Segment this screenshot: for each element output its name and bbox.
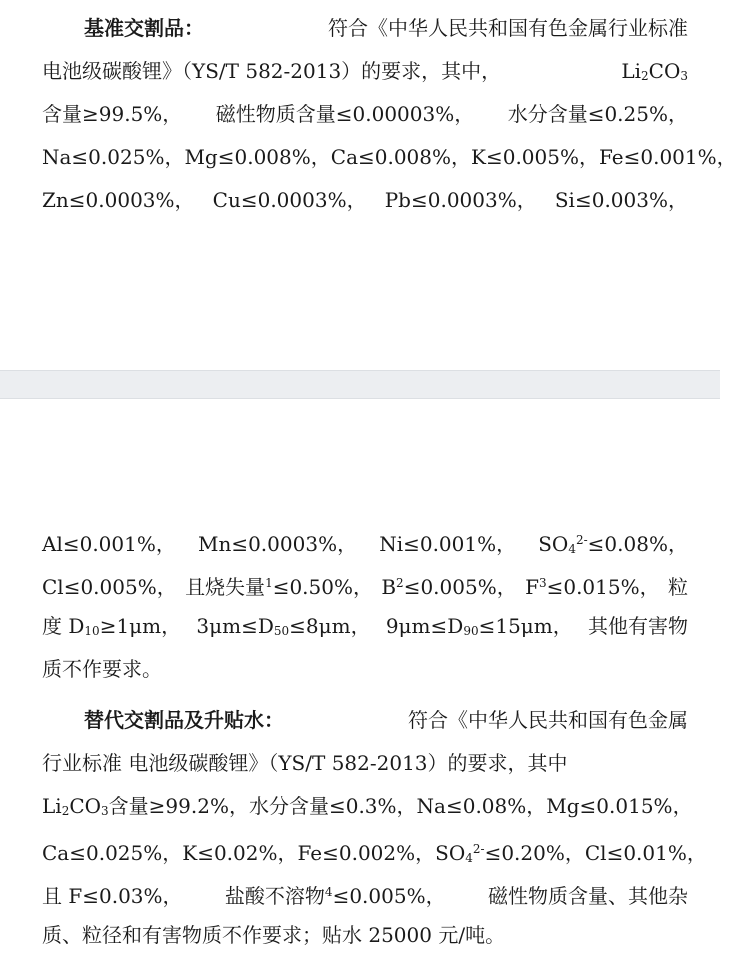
li2co3-formula: $Li_2CO_3$ (621, 59, 688, 83)
spec-item: Si≤0.003%， (554, 188, 688, 212)
para2-line-3 (42, 606, 688, 646)
para1-line-4 (42, 137, 737, 177)
spec-item: Fe≤0.002%， (297, 841, 436, 865)
document-page-bottom (0, 399, 720, 964)
para3-line-2-text: 行业标准 电池级碳酸锂》（YS/T 582-2013）的要求，其中 (42, 751, 568, 775)
spec-item: K≤0.005%， (471, 145, 599, 169)
para1-line-2-text: 电池级碳酸锂》（YS/T 582-2013）的要求，其中， (42, 59, 502, 83)
spec-item-so4: $SO_4^{2-}\le 0.20\%$， (435, 841, 585, 865)
line-tail: 磁性物质含量、其他杂 (487, 884, 688, 908)
spec-item: Zn≤0.0003%， (42, 188, 195, 212)
para2-line-2 (42, 563, 688, 603)
para3-line-3 (42, 786, 693, 826)
spec-item: Mn≤0.0003%， (197, 532, 358, 556)
para1-line-2 (42, 51, 688, 91)
spec-item: Fe≤0.001%， (598, 145, 737, 169)
para3-heading: 替代交割品及升贴水： (84, 708, 284, 732)
spec-item: Mg≤0.015%， (546, 794, 693, 818)
spec-item-insoluble: 盐酸不溶物$^4$≤0.005%， (224, 884, 446, 908)
spec-item: Ca≤0.025%， (42, 841, 183, 865)
spec-item: Cl≤0.005%， (42, 575, 177, 599)
spec-item-b: $B^2\le 0.005\%$， (381, 575, 517, 599)
line-tail: 其他有害物 (588, 614, 688, 638)
para1-line-1-text: 符合《中华人民共和国有色金属行业标准 (328, 16, 688, 40)
spec-item-f: $F^3\le 0.015\%$， (525, 575, 660, 599)
para1-line-5 (42, 180, 688, 220)
li2co3-formula: $Li_2CO_3$含量≥99.2%， (42, 794, 249, 818)
line-tail: 粒 (667, 575, 688, 599)
spec-item-ignition: 且烧失量$^1$≤0.50%， (185, 575, 373, 599)
page-separator (0, 370, 720, 399)
para3-line-6-text: 质、粒径和有害物质不作要求；贴水 25000 元/吨。 (42, 923, 506, 947)
spec-item: 磁性物质含量≤0.00003%， (215, 102, 475, 126)
spec-item-d10: 度 $D_{10}\ge 1\mu m$， (42, 614, 182, 638)
spec-item: K≤0.02%， (182, 841, 298, 865)
para1-line-3 (42, 94, 688, 134)
para3-line-4 (42, 829, 707, 869)
spec-item: 水分含量≤0.3%， (248, 794, 417, 818)
spec-item: 含量≥99.5%， (42, 102, 183, 126)
spec-item-d90: $9\mu m\le D_{90}\le 15\mu m$， (385, 614, 573, 638)
spec-item-so4: $SO_4^{2-}\le 0.08\%$， (538, 532, 688, 556)
para2-line-1 (42, 520, 688, 560)
para3-line-2 (42, 743, 688, 783)
spec-item: Ca≤0.008%， (330, 145, 472, 169)
spec-item: Cl≤0.01%， (584, 841, 707, 865)
spec-item-d50: $3\mu m\le D_{50}\le 8\mu m$， (196, 614, 371, 638)
para3-line-1-text: 符合《中华人民共和国有色金属 (408, 708, 688, 732)
para3-line-5 (42, 872, 688, 912)
spec-item: 水分含量≤0.25%， (507, 102, 688, 126)
spec-item: Al≤0.001%， (42, 532, 176, 556)
spec-item: 且 F≤0.03%， (42, 884, 183, 908)
para3-line-1 (84, 700, 688, 740)
spec-item: Na≤0.08%， (416, 794, 547, 818)
spec-item: Mg≤0.008%， (184, 145, 331, 169)
spec-item: Pb≤0.0003%， (384, 188, 537, 212)
para1-line-1 (84, 8, 688, 48)
spec-item: Ni≤0.001%， (379, 532, 517, 556)
para2-line-4-text: 质不作要求。 (42, 657, 162, 681)
para1-heading: 基准交割品： (84, 16, 204, 40)
spec-item: Na≤0.025%， (42, 145, 185, 169)
document-page-top (0, 0, 737, 370)
spec-item: Cu≤0.0003%， (212, 188, 367, 212)
para2-line-4 (42, 649, 688, 689)
para3-line-6 (42, 915, 688, 955)
